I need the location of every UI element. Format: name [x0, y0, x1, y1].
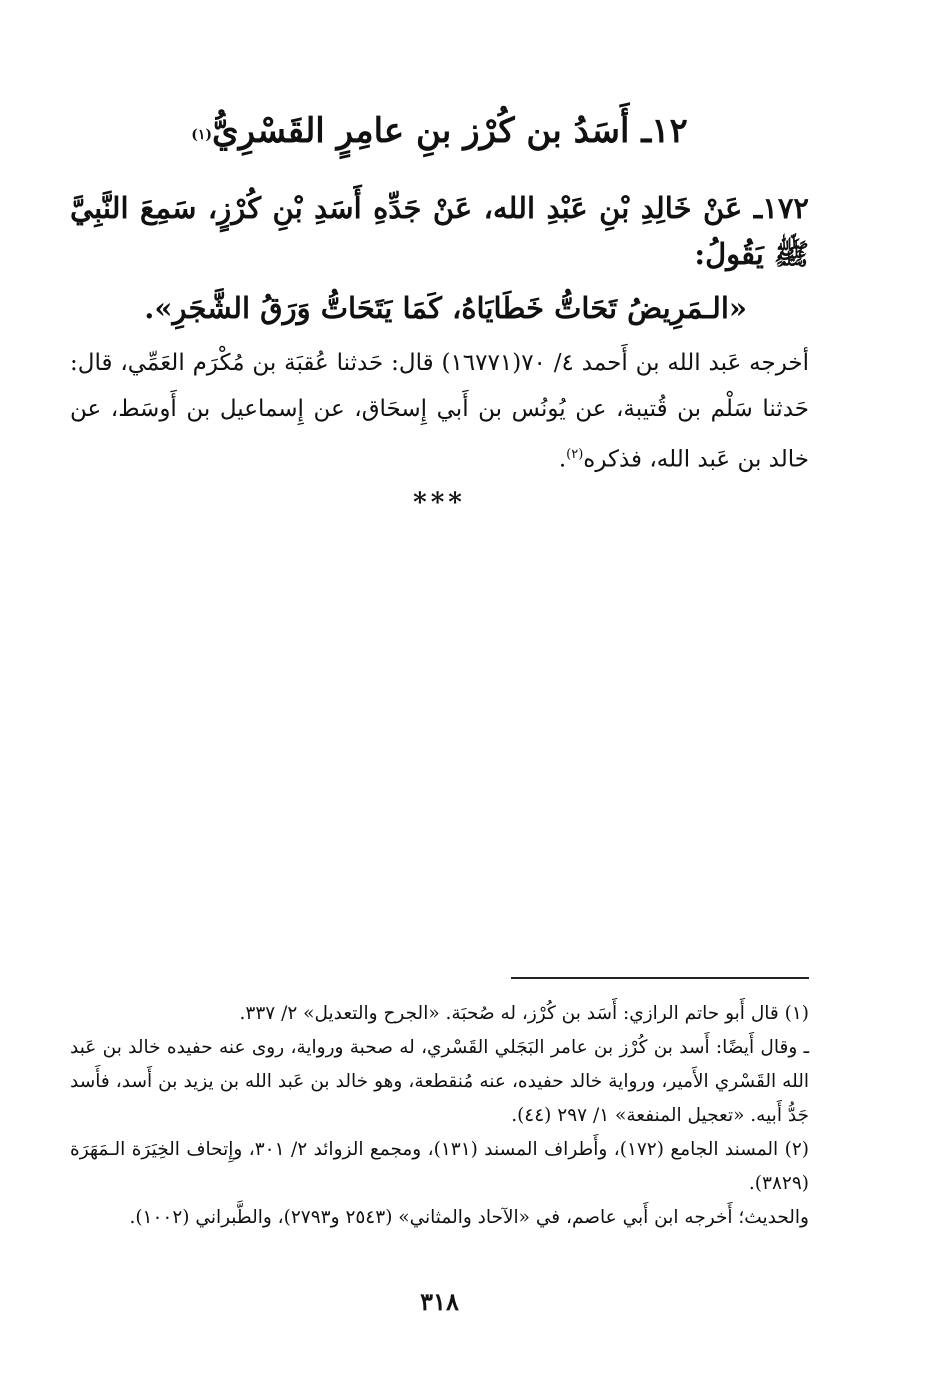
page-number: ٣١٨ — [420, 1287, 459, 1316]
footnote-ref-1[interactable]: (١) — [191, 127, 213, 143]
page — [70, 0, 809, 1385]
footnote-divider — [511, 977, 809, 979]
takhrij-end: . — [558, 446, 567, 473]
hadith-text: «الـمَرِيضُ تَحَاتُّ خَطَايَاهُ، كَمَا يَتَحَاتُّ وَرَقُ الشَّجَرِ». — [144, 291, 747, 325]
chapter-title-text: ١٢ـ أَسَدُ بن كُرْز بنِ عامِرٍ القَسْرِيُّ — [212, 111, 688, 151]
footnote-2-continued: والحديث؛ أَخرجه ابن أَبي عاصم، في «الآحاد والمثاني» (٢٥٤٣ و٢٧٩٣)، والطَّبراني (١٠٠٢). — [129, 1207, 809, 1228]
section-separator: *** — [413, 488, 466, 518]
chapter-title — [70, 105, 809, 157]
footnotes — [70, 997, 809, 1235]
takhrij-paragraph — [70, 340, 809, 483]
footnote-ref-2[interactable]: (٢) — [566, 447, 584, 462]
footnote-1-continued: ـ وقال أَيضًا: أَسد بن كُرْز بن عامر البَجَلي القَسْري، له صحبة ورواية، روى عنه حفيده خالد بن عَبد الله القَسْري الأَمير، ورواية خالد حفيده، عنه مُنقطعة، وهو خالد بن عَبد الله بن يزيد بن أَسد، فأَسد جَدُّ أَبيه. «تعجيل المنفعة» ١/ ٢٩٧ (٤٤). — [70, 1037, 809, 1126]
hadith-intro: ١٧٢ـ عَنْ خَالِدِ بْنِ عَبْدِ الله، عَنْ جَدِّهِ أَسَدِ بْنِ كُرْزٍ، سَمِعَ النَّبِيَّ ﷺ يَقُولُ: — [70, 191, 809, 271]
footnote-1: (١) قال أَبو حاتم الرازي: أَسَد بن كُرْز، له صُحبَة. «الجرح والتعديل» ٢/ ٣٣٧. — [239, 1003, 809, 1024]
footnote-2: (٢) المسند الجامع (١٧٢)، وأَطراف المسند (١٣١)، ومجمع الزوائد ٢/ ٣٠١، وإِتحاف الخِيَرَة الـمَهَرَة (٣٨٢٩). — [70, 1139, 809, 1194]
takhrij-text: أخرجه عَبد الله بن أَحمد ٤/ ٧٠(١٦٧٧١) قال: حَدثنا عُقبَة بن مُكْرَم العَمِّي، قال: حَدثنا سَلْم بن قُتيبة، عن يُونُس بن أَبي إِسحَاق، عن إِسماعيل بن أَوسَط، عن خالد بن عَبد الله، فذكره — [70, 350, 810, 473]
